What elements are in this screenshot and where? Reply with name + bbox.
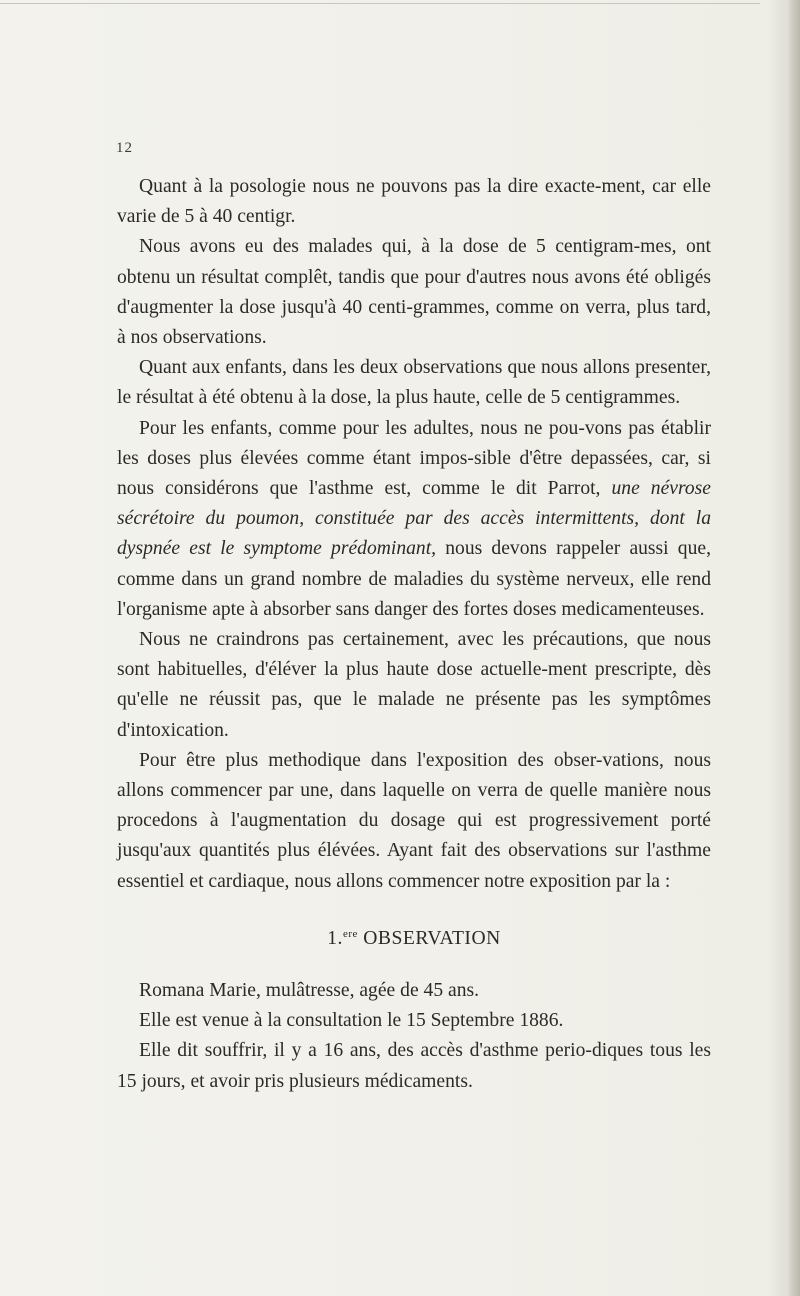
paragraph-enfants-resultat: Quant aux enfants, dans les deux observations que nous allons presenter, le résultat à été obtenu à la dose, la plus haute, celle de 5 centigrammes. xyxy=(117,357,711,409)
observation-line-history: Elle dit souffrir, il y a 16 ans, des accès d'asthme perio-diques tous les 15 jours, et avoir pris plusieurs médicaments. xyxy=(117,1040,711,1092)
observation-heading xyxy=(117,919,711,954)
observation-line-consultation: Elle est venue à la consultation le 15 Septembre 1886. xyxy=(139,1010,564,1032)
page-number: 12 xyxy=(116,140,133,156)
observation-number: 1. xyxy=(327,927,343,949)
paragraph-doses: Nous avons eu des malades qui, à la dose de 5 centigram-mes, ont obtenu un résultat complêt, tandis que pour d'autres nous avons été obligés d'augmenter la dose jusqu'à 40 centi-grammes, comme on verra, plus tard, à nos observations. xyxy=(117,236,711,349)
observation-line-patient: Romana Marie, mulâtresse, agée de 45 ans. xyxy=(139,980,480,1002)
page-spine-shadow xyxy=(786,0,800,1296)
top-edge-rule xyxy=(0,3,760,4)
paragraph-parrot-end: nous devons rappeler aussi que, comme dans un grand nombre de maladies du système nerveux, elle rend l'organisme apte à absorber sans danger des fortes doses medicamenteuses. xyxy=(117,538,711,620)
paragraph-parrot-start: Pour les enfants, comme pour les adultes, nous ne pou-vons pas établir les doses plus élevées comme étant impos-sible d'être depassées, car, si nous considérons que l'asthme est, comme le dit Parrot, xyxy=(117,417,711,500)
paragraph-precautions: Nous ne craindrons pas certainement, avec les précautions, que nous sont habituelles, d'éléver la plus haute dose actuelle-ment prescripte, dès qu'elle ne réussit pas, que le malade ne présente pas les symptômes d'intoxication. xyxy=(117,629,711,741)
paragraph-posologie: Quant à la posologie nous ne pouvons pas la dire exacte-ment, car elle varie de 5 à 40 centigr. xyxy=(117,176,711,228)
parrot-quotation: une névrose sécrétoire du poumon, constituée par des accès intermittents, dont la dyspnée est le symptome prédominant, xyxy=(117,478,711,560)
paragraph-parrot xyxy=(117,414,711,625)
paragraph-methodique: Pour être plus methodique dans l'exposition des obser-vations, nous allons commencer par une, dans laquelle on verra de quelle manière nous procedons à l'augmentation du dosage qui est progressivement porté jusqu'aux quantités plus élévées. Ayant fait des observations sur l'asthme essentiel et cardiaque, nous allons commencer notre exposition par la : xyxy=(117,749,711,892)
observation-ordinal: ere xyxy=(342,927,358,940)
body-text xyxy=(117,172,711,1097)
observation-title: OBSERVATION xyxy=(363,927,501,949)
